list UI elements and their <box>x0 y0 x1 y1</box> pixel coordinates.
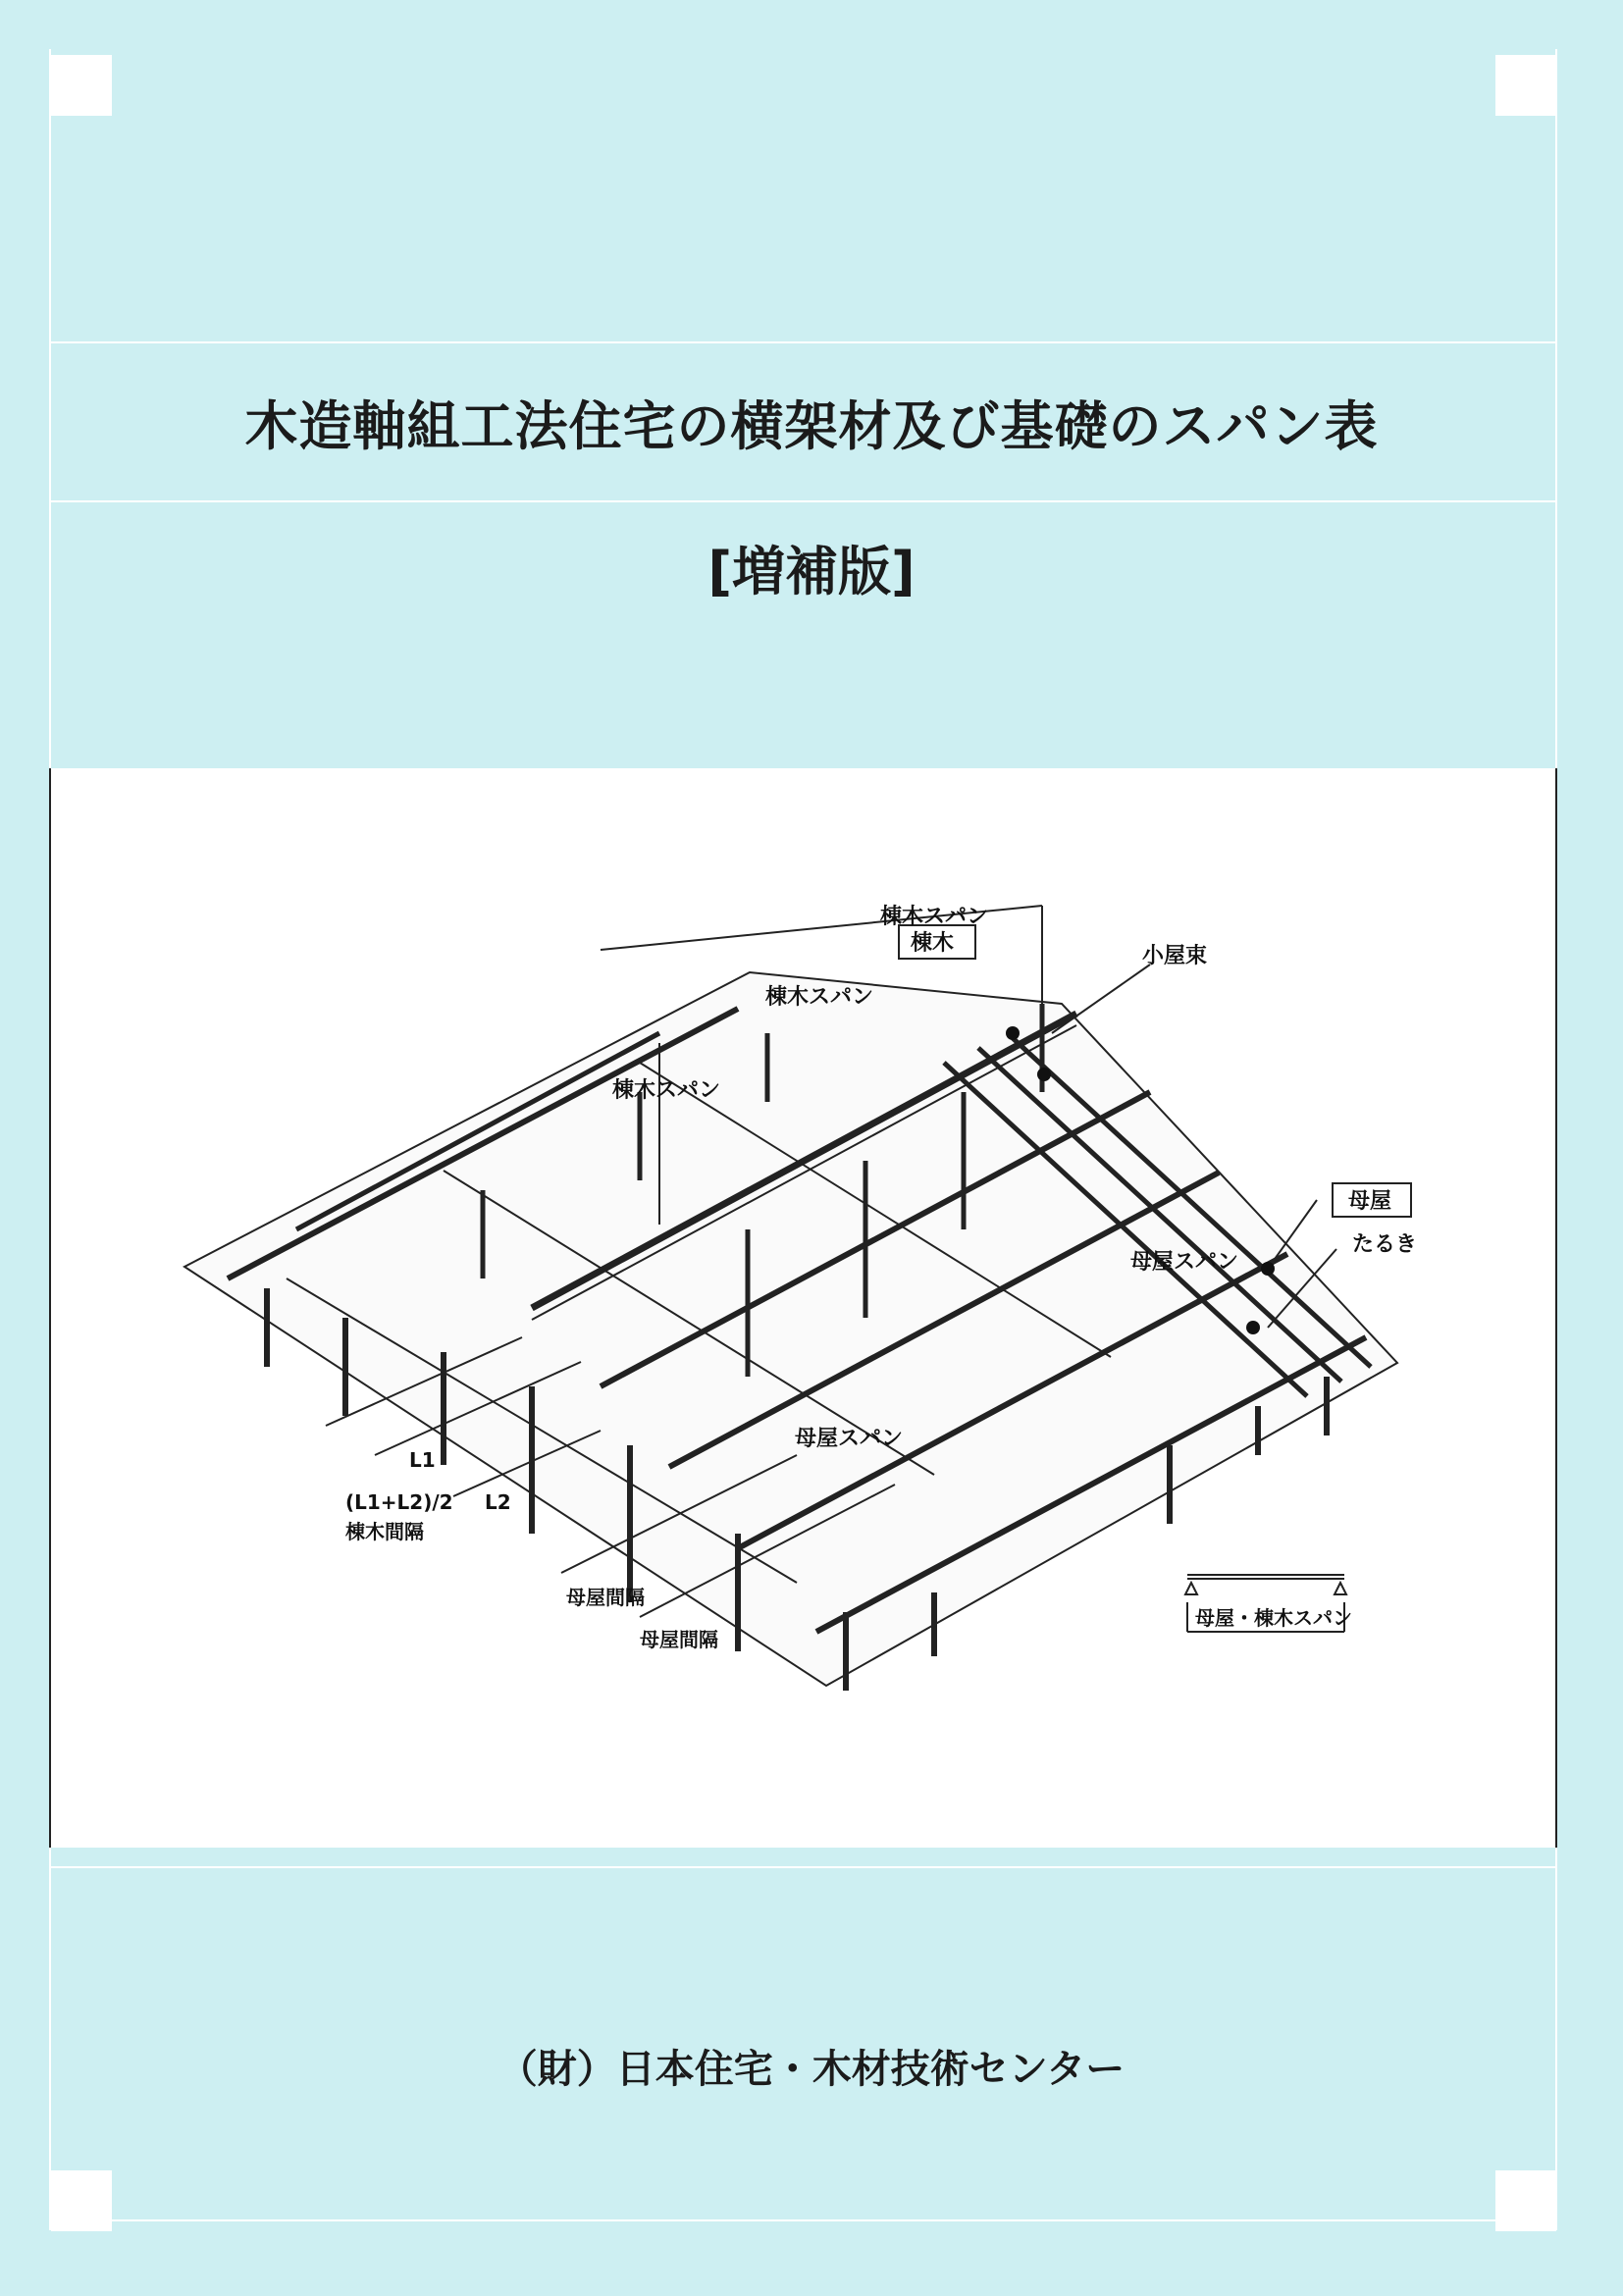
label-ridge-spacing: 棟木間隔 <box>345 1520 424 1543</box>
label-ridge-span-left: 棟木スパン <box>612 1078 721 1103</box>
label-purlin: 母屋 <box>1348 1189 1392 1214</box>
title-rule-top <box>49 341 1557 343</box>
label-l1: L1 <box>409 1448 436 1472</box>
label-purlin-spacing-2: 母屋間隔 <box>640 1628 718 1651</box>
label-ridge: 棟木 <box>911 931 955 956</box>
corner-mark-bottom-left <box>51 2170 112 2231</box>
label-purlin-spacing-1: 母屋間隔 <box>566 1586 645 1609</box>
corner-mark-top-left <box>51 55 112 116</box>
label-purlin-span-center: 母屋スパン <box>795 1427 904 1451</box>
book-title: 木造軸組工法住宅の横架材及び基礎のスパン表 <box>244 395 1379 457</box>
illustration-panel <box>49 768 1557 1848</box>
book-subtitle: [増補版] <box>707 541 916 602</box>
label-l2: L2 <box>485 1490 511 1514</box>
footer-rule-bottom <box>49 2219 1557 2221</box>
corner-mark-bottom-right <box>1495 2170 1556 2231</box>
title-rule-bottom <box>49 500 1557 502</box>
legend-label: 母屋・棟木スパン <box>1195 1606 1352 1630</box>
roof-framing-diagram <box>51 768 1555 1848</box>
label-ridge-span-top: 棟木スパン <box>880 905 989 929</box>
footer-rule-top <box>49 1866 1557 1868</box>
label-roof-strut: 小屋束 <box>1142 944 1208 968</box>
label-ridge-span-mid: 棟木スパン <box>765 985 874 1010</box>
corner-mark-top-right <box>1495 55 1556 116</box>
label-purlin-span-right: 母屋スパン <box>1130 1250 1239 1275</box>
label-rafter: たるき <box>1352 1232 1418 1257</box>
label-l-formula: (L1+L2)/2 <box>345 1490 453 1514</box>
publisher-name: （財）日本住宅・木材技術センター <box>497 2047 1126 2092</box>
